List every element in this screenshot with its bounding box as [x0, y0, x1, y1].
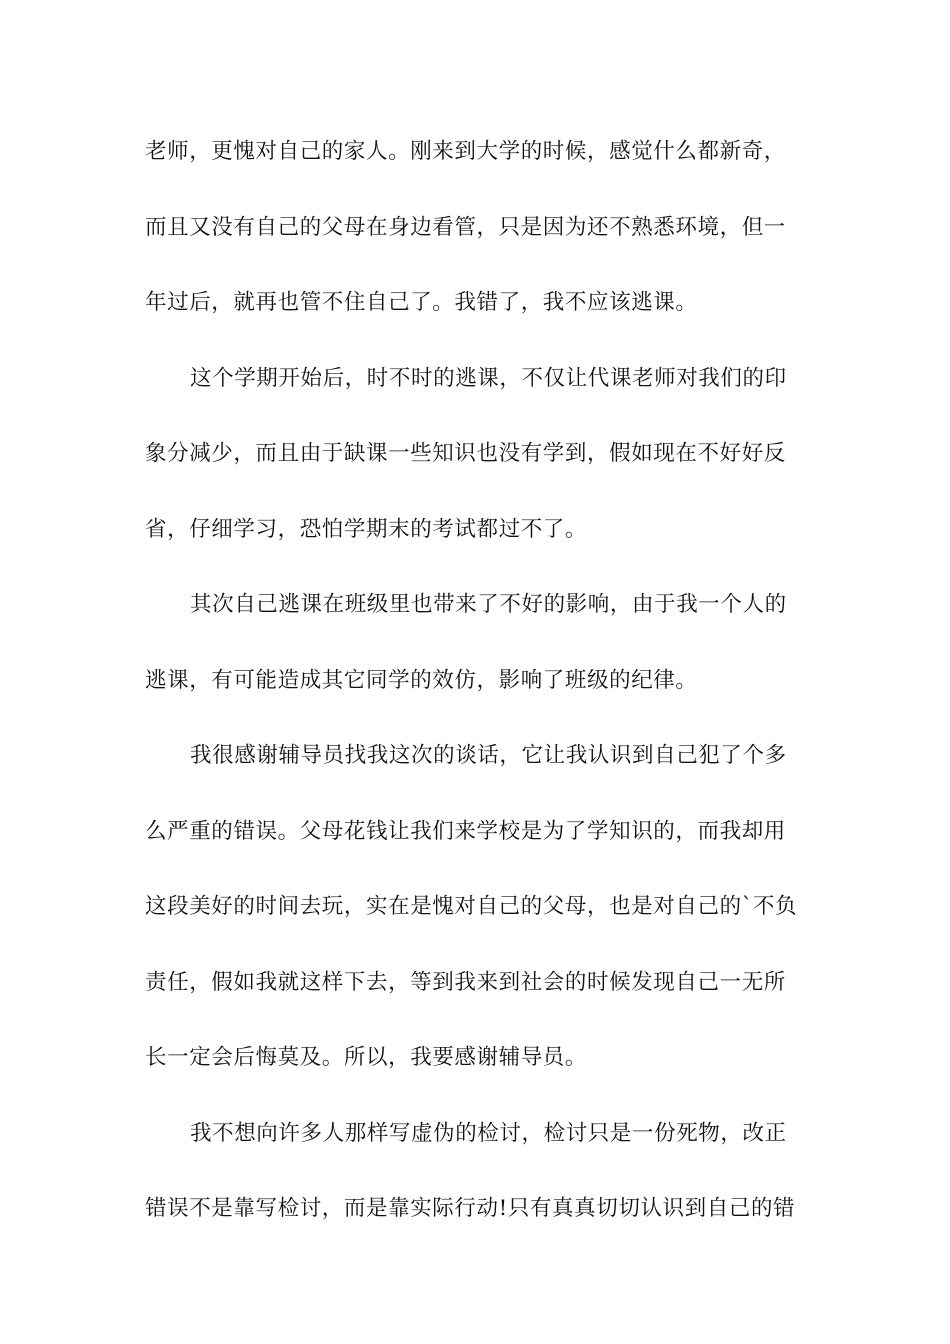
paragraph-first-line: 这个学期开始后，时不时的逃课，不仅让代课老师对我们的印	[190, 365, 787, 391]
paragraph-first-line: 其次自己逃课在班级里也带来了不好的影响，由于我一个人的	[190, 592, 787, 617]
text-line: 老师，更愧对自己的家人。刚来到大学的时候，感觉什么都新奇，	[145, 139, 786, 164]
text-line: 而且又没有自己的父母在身边看管，只是因为还不熟悉环境，但一	[145, 214, 786, 240]
text-line: 长一定会后悔莫及。所以，我要感谢辅导员。	[145, 1045, 588, 1070]
text-line: 么严重的错误。父母花钱让我们来学校是为了学知识的，而我却用	[145, 818, 786, 844]
text-line: 象分减少，而且由于缺课一些知识也没有学到，假如现在不好好反	[145, 441, 786, 466]
paragraph-first-line: 我不想向许多人那样写虚伪的检讨，检讨只是一份死物，改正	[190, 1120, 787, 1146]
text-line: 这段美好的时间去玩，实在是愧对自己的父母，也是对自己的`不负	[145, 894, 798, 919]
text-line: 年过后，就再也管不住自己了。我错了，我不应该逃课。	[145, 290, 698, 315]
text-line: 省，仔细学习，恐怕学期末的考试都过不了。	[145, 516, 588, 542]
document-body	[145, 133, 810, 1266]
text-line: 责任，假如我就这样下去，等到我来到社会的时候发现自己一无所	[145, 969, 786, 995]
text-line: 逃课，有可能造成其它同学的效仿，影响了班级的纪律。	[145, 667, 698, 693]
text-line: 错误不是靠写检讨，而是靠实际行动!只有真真切切认识到自己的错	[145, 1196, 796, 1221]
paragraph-first-line: 我很感谢辅导员找我这次的谈话，它让我认识到自己犯了个多	[190, 743, 787, 768]
